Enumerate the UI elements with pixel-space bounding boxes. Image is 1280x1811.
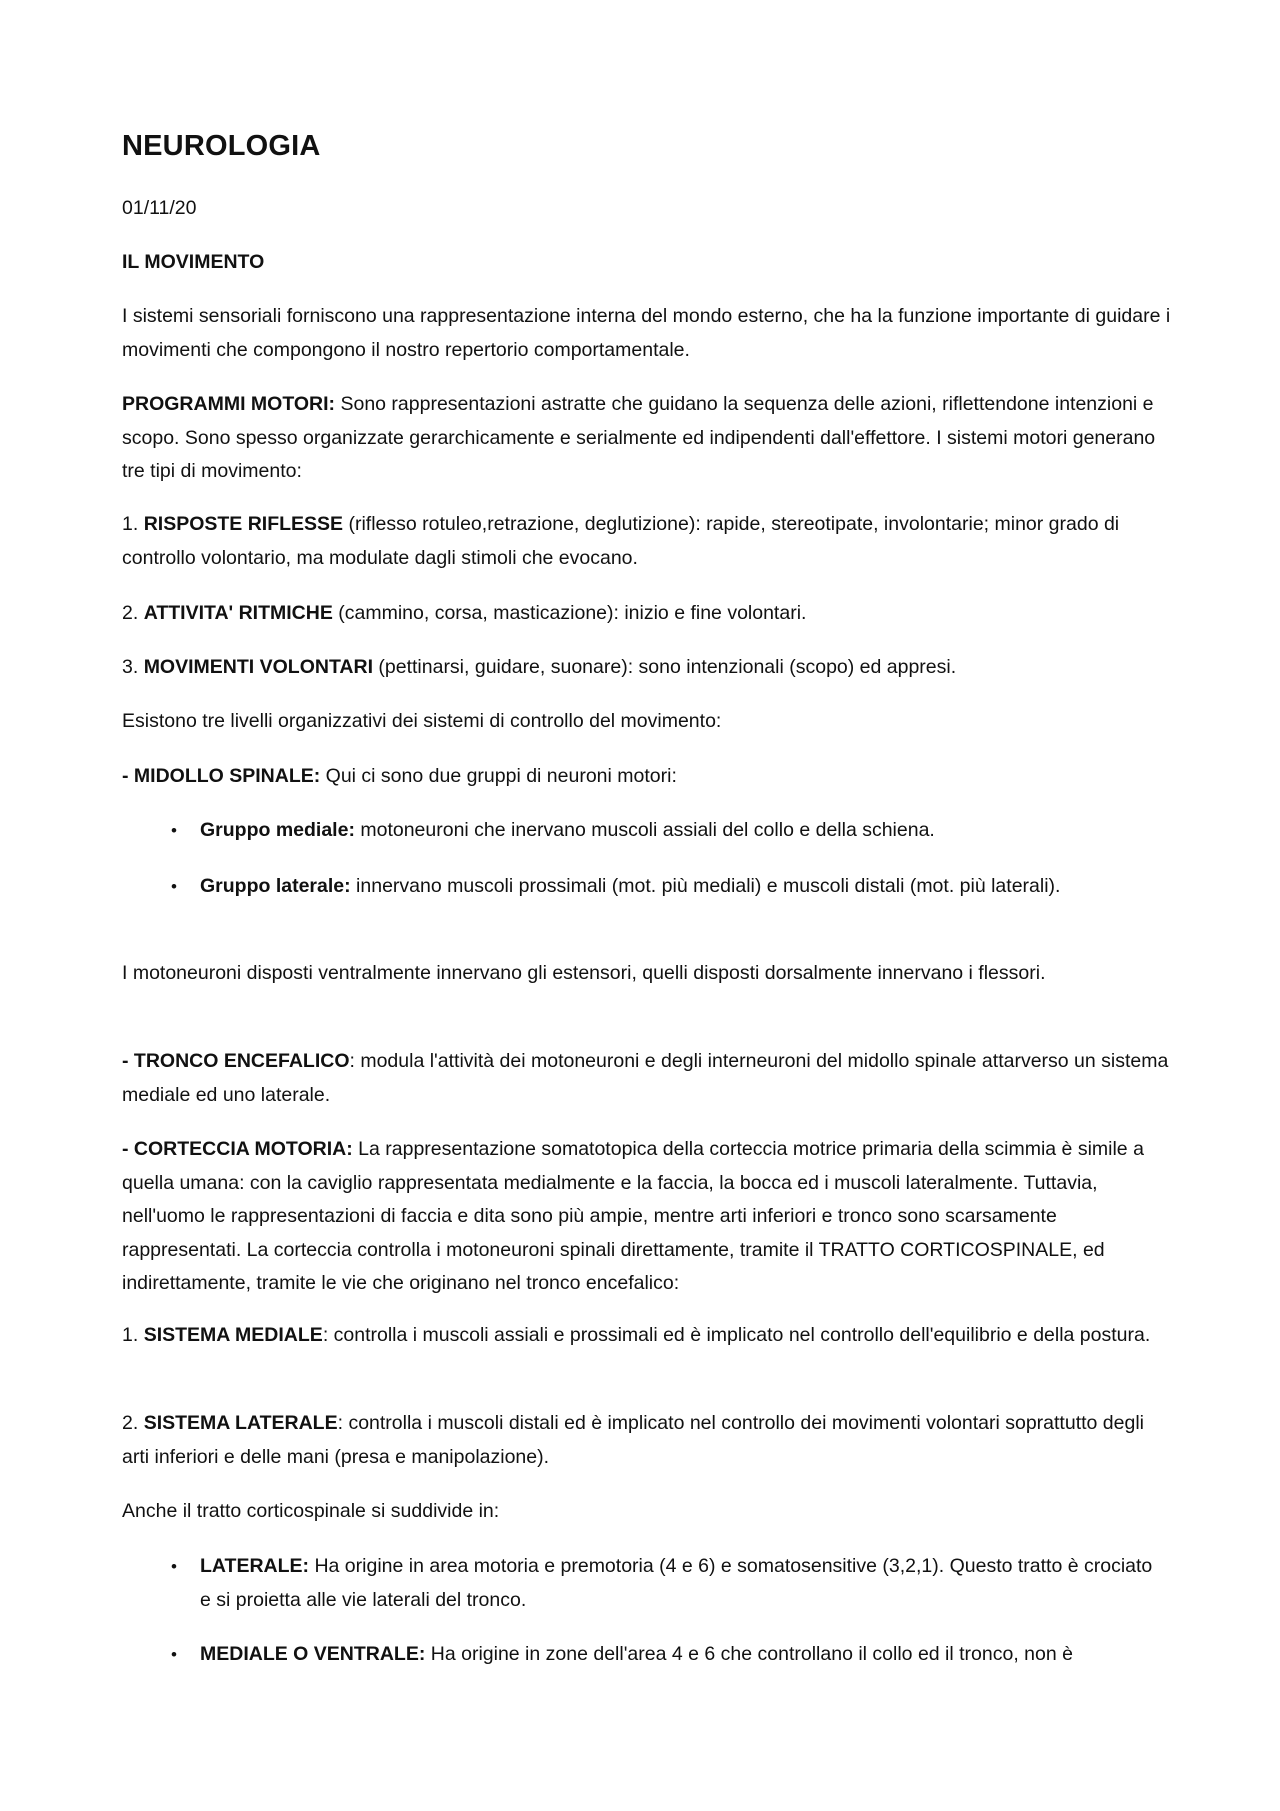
- bullet-icon: •: [171, 877, 177, 896]
- movimenti-volontari-item: [122, 651, 1172, 685]
- motoneuroni-paragraph: I motoneuroni disposti ventralmente innervano gli estensori, quelli disposti dorsalmente innervano i flessori.: [122, 962, 1046, 984]
- gruppo-mediale-label: Gruppo mediale:: [200, 819, 355, 841]
- programmi-motori-label: PROGRAMMI MOTORI:: [122, 393, 336, 415]
- tronco-encefalico-paragraph: [122, 1045, 1172, 1112]
- sistema-mediale-label: SISTEMA MEDIALE: [143, 1324, 323, 1346]
- sistema-mediale-item: [122, 1319, 1172, 1353]
- item2-label: ATTIVITA' RITMICHE: [143, 602, 333, 624]
- sistema-mediale-number: 1.: [122, 1324, 144, 1346]
- section-heading-text: IL MOVIMENTO: [122, 251, 265, 273]
- item1-label: RISPOSTE RIFLESSE: [143, 513, 344, 535]
- sistema-laterale-text: : controlla i muscoli distali ed è implicato nel controllo dei movimenti volontari soprattutto degli arti inferiori e delle mani (presa e manipolazione).: [122, 1412, 1144, 1468]
- laterale-text: Ha origine in area motoria e premotoria (4 e 6) e somatosensitive (3,2,1). Questo tratto è crociato e si proietta alle vie laterali del tronco.: [200, 1555, 1153, 1611]
- bullet-icon: •: [171, 1645, 177, 1664]
- tratto-corticospinale-intro: Anche il tratto corticospinale si suddivide in:: [122, 1500, 500, 1522]
- sistema-mediale-text: : controlla i muscoli assiali e prossimali ed è implicato nel controllo dell'equilibrio e della postura.: [322, 1324, 1151, 1346]
- mediale-ventrale-label: MEDIALE O VENTRALE:: [200, 1643, 426, 1665]
- item3-text: (pettinarsi, guidare, suonare): sono intenzionali (scopo) ed appresi.: [372, 656, 957, 678]
- corteccia-motoria-label: - CORTECCIA MOTORIA:: [122, 1138, 353, 1160]
- item1-text: (riflesso rotuleo,retrazione, deglutizione): rapide, stereotipate, involontarie; minor grado di controllo volontario, ma modulate dagli stimoli che evocano.: [122, 513, 1120, 569]
- section-heading: [122, 246, 1172, 280]
- gruppo-laterale-text: innervano muscoli prossimali (mot. più mediali) e muscoli distali (mot. più laterali).: [350, 875, 1061, 897]
- tronco-encefalico-label: - TRONCO ENCEFALICO: [122, 1050, 350, 1072]
- livelli-intro: Esistono tre livelli organizzativi dei sistemi di controllo del movimento:: [122, 710, 722, 732]
- sistema-laterale-label: SISTEMA LATERALE: [143, 1412, 338, 1434]
- gruppo-laterale-label: Gruppo laterale:: [200, 875, 351, 897]
- programmi-motori-text: Sono rappresentazioni astratte che guidano la sequenza delle azioni, riflettendone intenzioni e scopo. Sono spesso organizzate gerarchicamente e serialmente ed indipendenti dall'effettore. I sistemi motori generano tre tipi di movimento:: [122, 393, 1156, 482]
- risposte-riflesse-item: [122, 508, 1172, 575]
- date-line: 01/11/20: [122, 197, 197, 219]
- item1-number: 1.: [122, 513, 144, 535]
- corteccia-motoria-text: La rappresentazione somatotopica della corteccia motrice primaria della scimmia è simile a quella umana: con la caviglio rappresentata medialmente e la faccia, la bocca ed i muscoli lateralmente. Tuttavia, nell'uomo le rappresentazioni di faccia e dita sono più ampie, mentre arti inferiori e tronco sono scarsamente rappresentati. La corteccia controlla i motoneuroni spinali direttamente, tramite il TRATTO CORTICOSPINALE, ed indirettamente, tramite le vie che originano nel tronco encefalico:: [122, 1138, 1144, 1294]
- document-title: NEUROLOGIA: [122, 130, 321, 162]
- item3-label: MOVIMENTI VOLONTARI: [143, 656, 373, 678]
- sistema-laterale-item: [122, 1407, 1172, 1474]
- bullet-icon: •: [171, 821, 177, 840]
- corteccia-motoria-paragraph: [122, 1133, 1172, 1301]
- gruppo-mediale-text: motoneuroni che inervano muscoli assiali del collo e della schiena.: [354, 819, 935, 841]
- item2-number: 2.: [122, 602, 144, 624]
- sistema-laterale-number: 2.: [122, 1412, 144, 1434]
- item2-text: (cammino, corsa, masticazione): inizio e fine volontari.: [332, 602, 807, 624]
- midollo-spinale-label: - MIDOLLO SPINALE:: [122, 765, 321, 787]
- midollo-spinale-paragraph: [122, 760, 1172, 794]
- attivita-ritmiche-item: [122, 597, 1172, 631]
- tronco-encefalico-text: : modula l'attività dei motoneuroni e degli interneuroni del midollo spinale attarverso un sistema mediale ed uno laterale.: [122, 1050, 1169, 1106]
- midollo-spinale-text: Qui ci sono due gruppi di neuroni motori:: [320, 765, 677, 787]
- item3-number: 3.: [122, 656, 144, 678]
- mediale-ventrale-text: Ha origine in zone dell'area 4 e 6 che controllano il collo ed il tronco, non è: [425, 1643, 1073, 1665]
- bullet-icon: •: [171, 1557, 177, 1576]
- programmi-motori-paragraph: [122, 388, 1172, 489]
- laterale-label: LATERALE:: [200, 1555, 310, 1577]
- intro-paragraph: I sistemi sensoriali forniscono una rappresentazione interna del mondo esterno, che ha la funzione importante di guidare i movimenti che compongono il nostro repertorio comportamentale.: [122, 305, 1171, 361]
